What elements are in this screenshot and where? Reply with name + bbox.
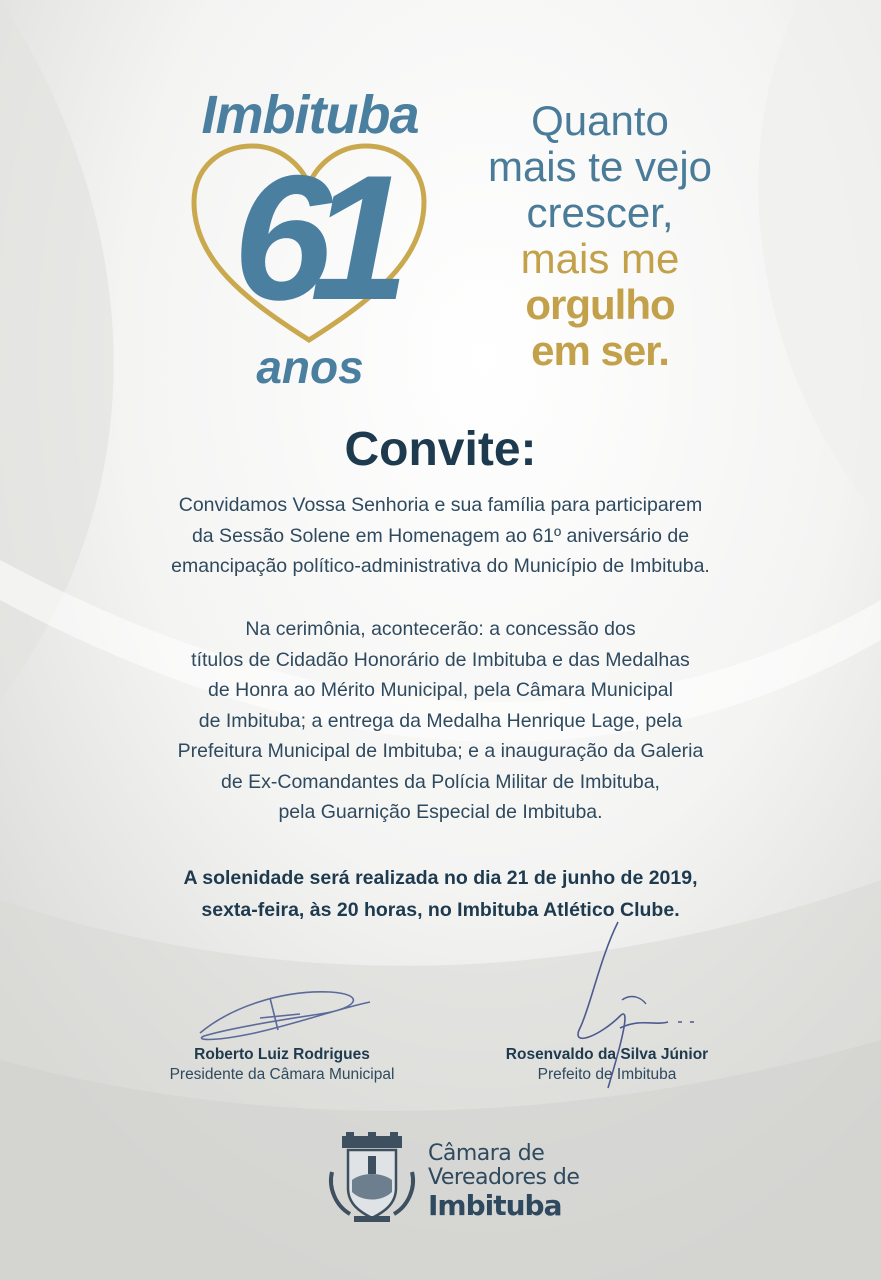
signature-roberto <box>190 978 380 1048</box>
signer-name-1: Roberto Luiz Rodrigues <box>194 1046 370 1063</box>
footer-line: Câmara de <box>428 1141 545 1166</box>
text-line: de Ex-Comandantes da Polícia Militar de Imbituba, <box>221 770 660 793</box>
text-line: A solenidade será realizada no dia 21 de junho de 2019, <box>183 867 698 889</box>
text-line: pela Guarnição Especial de Imbituba. <box>278 801 603 823</box>
signature-rosenvaldo <box>560 918 710 1098</box>
text-line: da Sessão Solene em Homenagem ao 61º aniversário de <box>191 524 690 547</box>
signer-role-2: Prefeito de Imbituba <box>537 1066 677 1083</box>
logo-title: Imbituba <box>201 85 419 145</box>
invitation-paragraph-2 <box>100 614 781 828</box>
text-line: sexta-feira, às 20 horas, no Imbituba Atlético Clube. <box>201 899 680 921</box>
slogan-line: mais me <box>520 235 680 282</box>
city-crest-icon <box>326 1132 418 1224</box>
signer-role-1: Presidente da Câmara Municipal <box>169 1066 395 1083</box>
slogan-line: mais te vejo <box>487 143 713 190</box>
invitation-title: Convite: <box>344 423 537 476</box>
slogan-line: orgulho <box>525 281 675 328</box>
logo-subtitle: anos <box>256 341 364 393</box>
text-line: títulos de Cidadão Honorário de Imbituba e das Medalhas <box>191 648 690 671</box>
text-line: Prefeitura Municipal de Imbituba; e a inauguração da Galeria <box>177 740 704 762</box>
event-details <box>100 862 781 926</box>
signer-name-2: Rosenvaldo da Silva Júnior <box>505 1046 709 1063</box>
text-line: Convidamos Vossa Senhoria e sua família para participarem <box>178 494 703 516</box>
footer-line: Imbituba <box>428 1189 562 1222</box>
slogan-line: crescer, <box>526 189 674 236</box>
slogan <box>470 98 730 374</box>
text-line: Na cerimônia, acontecerão: a concessão dos <box>245 618 636 640</box>
invitation-paragraph-1 <box>100 490 781 582</box>
logo-number: 61 <box>233 138 387 337</box>
footer-line: Vereadores de <box>428 1165 580 1190</box>
footer-institution-name <box>428 1142 579 1222</box>
slogan-line: em ser. <box>531 327 669 374</box>
text-line: de Honra ao Mérito Municipal, pela Câmara Municipal <box>208 679 673 701</box>
slogan-line: Quanto <box>531 97 669 144</box>
text-line: de Imbituba; a entrega da Medalha Henrique Lage, pela <box>198 709 683 732</box>
text-line: emancipação político-administrativa do Município de Imbituba. <box>171 555 710 577</box>
